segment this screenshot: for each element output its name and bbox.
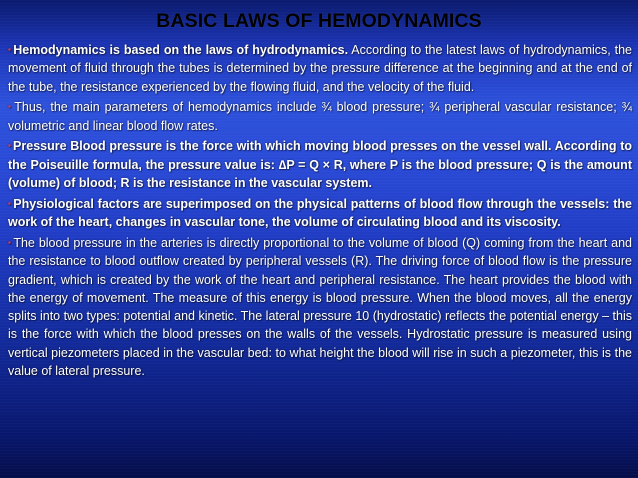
paragraph-text: According to the latest laws of hydrodynamics, the movement of fluid through the tubes is determined by the pressure difference at the beginning and at the end of the tube, the resistance experienced by the flowing fluid, and the velocity of the fluid.	[8, 43, 632, 94]
slide-title: BASIC LAWS OF HEMODYNAMICS	[156, 10, 482, 32]
bullet-icon: ▪	[8, 102, 13, 112]
paragraph-hydrodynamics	[8, 41, 632, 96]
bullet-icon: ▪	[8, 45, 12, 54]
bullet-icon: ▪	[8, 141, 12, 151]
paragraph-pressure-definition	[8, 137, 632, 192]
paragraph-text: Pressure Blood pressure is the force with which moving blood presses on the vessel wall. According to the Poiseuille formula, the pressure value is: ∆P = Q × R, where P is the blood pressure; Q is the amount (volume) of blood; R is the resistance in the vascular system.	[8, 139, 632, 191]
paragraph-arterial-pressure	[8, 234, 632, 380]
paragraph-text: The blood pressure in the arteries is directly proportional to the volume of blood (Q) coming from the heart and the resistance to blood outflow created by peripheral vessels (R). The driving force of blood flow is the pressure gradient, which is created by the work of the heart and peripheral resistance. The heart provides the blood with the energy of movement. The measure of this energy is blood pressure. When the blood moves, all the energy splits into two types: potential and kinetic. The lateral pressure 10 (hydrostatic) reflects the potential energy – this is the force with which the blood presses on the walls of the vessels. Hydrostatic pressure is measured using vertical piezometers placed in the vascular bed: to what height the blood will rise in such a piezometer, this is the value of lateral pressure.	[8, 235, 632, 379]
bullet-icon: ▪	[8, 198, 12, 208]
paragraph-parameters	[8, 98, 632, 135]
paragraph-lead-bold: Hemodynamics is based on the laws of hydrodynamics.	[13, 43, 349, 57]
slide-body	[8, 41, 632, 383]
bullet-icon: ▪	[8, 237, 12, 247]
paragraph-text: Thus, the main parameters of hemodynamics include ¾ blood pressure; ¾ peripheral vascular resistance; ¾ volumetric and linear blood flow rates.	[8, 100, 632, 133]
paragraph-physiological-factors	[8, 195, 632, 232]
paragraph-text: Physiological factors are superimposed on the physical patterns of blood flow through the vessels: the work of the heart, changes in vascular tone, the volume of circulating blood and its viscosity.	[8, 196, 632, 230]
